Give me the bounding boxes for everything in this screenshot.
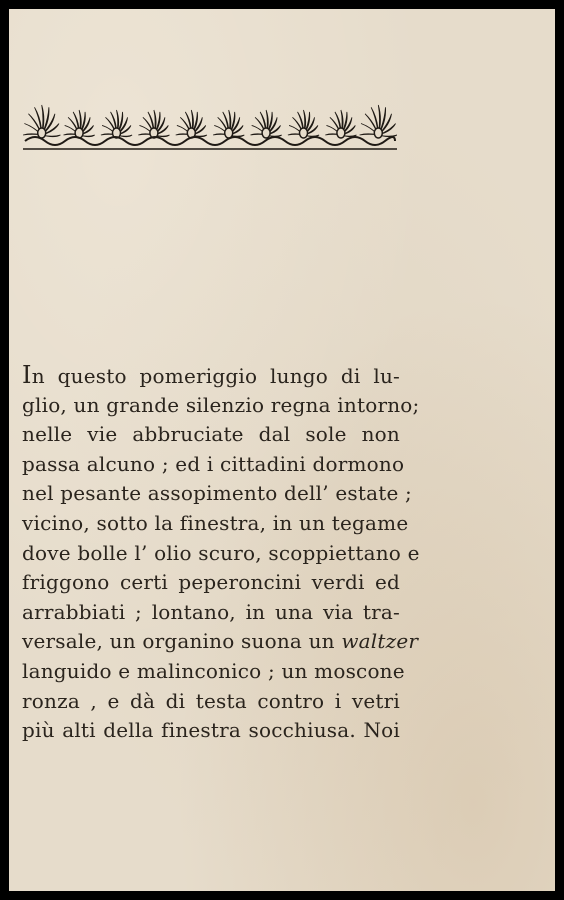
palmette-icon — [325, 110, 356, 138]
palmette-icon — [251, 110, 282, 138]
text-line: friggono certi peperoncini verdi ed — [22, 570, 400, 595]
text-line: versale, un organino suona un waltzer — [22, 629, 419, 654]
palmette-icon — [176, 110, 207, 138]
text-line: più alti della finestra socchiusa. Noi — [22, 718, 400, 743]
text-line: In questo pomeriggio lungo di lu- — [22, 361, 400, 389]
text-line: nelle vie abbruciate dal sole non — [22, 422, 400, 447]
palmette-icon — [288, 110, 319, 138]
text-line: vicino, sotto la finestra, in un tegame — [22, 510, 409, 535]
drop-cap: I — [22, 361, 32, 389]
palmette-icon — [360, 105, 397, 138]
text-line: dove bolle l’ olio scuro, scoppiettano e — [22, 540, 420, 565]
text-line: passa alcuno ; ed i cittadini dormono — [22, 451, 405, 476]
palmette-icon — [23, 105, 60, 138]
italic-word: waltzer — [341, 629, 419, 654]
palmette-icon — [138, 110, 169, 138]
text-line: ronza , e dà di testa contro i vetri — [22, 688, 400, 713]
text-line: nel pesante assopimento dell’ estate ; — [22, 481, 412, 506]
text-line: languido e malinconico ; un moscone — [22, 658, 405, 683]
palmette-icon — [64, 110, 95, 138]
book-page — [9, 9, 555, 891]
text-line: glio, un grande silenzio regna intorno; — [22, 392, 420, 417]
paragraph — [22, 361, 420, 746]
text-line: arrabbiati ; lontano, in una via tra- — [22, 599, 400, 624]
palmette-icon — [101, 110, 132, 138]
decorative-palmette-border — [23, 97, 397, 153]
palmette-icon — [213, 110, 244, 138]
